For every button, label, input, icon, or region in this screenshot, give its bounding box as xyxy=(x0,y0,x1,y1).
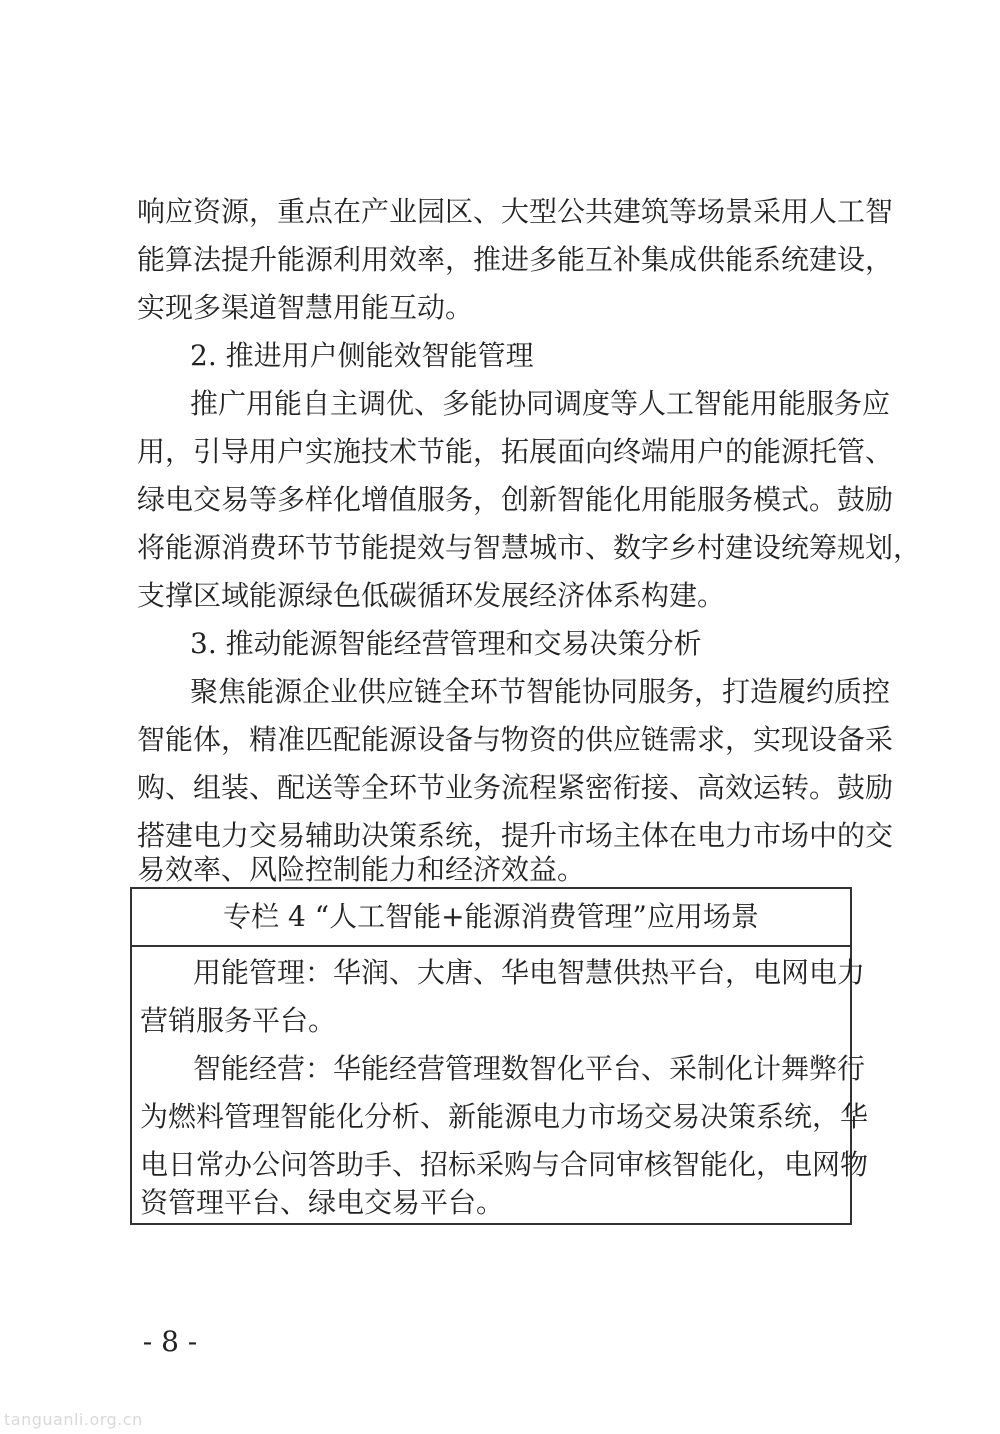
body-line-15: 易效率、风险控制能力和经济效益。 xyxy=(137,853,586,886)
column-box-line-5: 电日常办公问答助手、招标采购与合同审核智能化，电网物 xyxy=(140,1148,869,1181)
body-line-3: 实现多渠道智慧用能互动。 xyxy=(137,291,474,324)
column-box-line-1: 用能管理：华润、大唐、华电智慧供热平台，电网电力 xyxy=(193,956,866,989)
column-box xyxy=(130,887,869,1225)
section-heading-3: 3. 推动能源智能经营管理和交易决策分析 xyxy=(190,627,702,660)
body-line-6: 用，引导用户实施技术节能，拓展面向终端用户的能源托管、 xyxy=(137,435,894,468)
section-heading-2: 2. 推进用户侧能效智能管理 xyxy=(190,339,534,372)
body-line-13: 购、组装、配送等全环节业务流程紧密衔接、高效运转。鼓励 xyxy=(137,771,894,804)
body-line-8: 将能源消费环节节能提效与智慧城市、数字乡村建设统筹规划， xyxy=(137,531,922,564)
body-line-2: 能算法提升能源利用效率，推进多能互补集成供能系统建设， xyxy=(137,243,894,276)
watermark: tanguanli.org.cn xyxy=(4,1410,143,1429)
column-box-line-2: 营销服务平台。 xyxy=(140,1004,337,1037)
page-number: - 8 - xyxy=(142,1325,198,1358)
body-line-7: 绿电交易等多样化增值服务，创新智能化用能服务模式。鼓励 xyxy=(137,483,894,516)
column-box-line-3: 智能经营：华能经营管理数智化平台、采制化计舞弊行 xyxy=(193,1052,866,1085)
body-line-9: 支撑区域能源绿色低碳循环发展经济体系构建。 xyxy=(137,579,726,612)
body-line-5: 推广用能自主调优、多能协同调度等人工智能用能服务应 xyxy=(190,387,891,420)
body-line-14: 搭建电力交易辅助决策系统，提升市场主体在电力市场中的交 xyxy=(137,819,894,852)
column-box-line-6: 资管理平台、绿电交易平台。 xyxy=(140,1186,505,1219)
column-box-line-4: 为燃料管理智能化分析、新能源电力市场交易决策系统，华 xyxy=(140,1100,869,1133)
column-box-title: 专栏 4 “人工智能+能源消费管理”应用场景 xyxy=(223,900,759,933)
column-box-divider xyxy=(132,945,850,947)
body-line-12: 智能体，精准匹配能源设备与物资的供应链需求，实现设备采 xyxy=(137,723,894,756)
body-line-11: 聚焦能源企业供应链全环节智能协同服务，打造履约质控 xyxy=(190,675,891,708)
body-line-1: 响应资源，重点在产业园区、大型公共建筑等场景采用人工智 xyxy=(137,195,894,228)
